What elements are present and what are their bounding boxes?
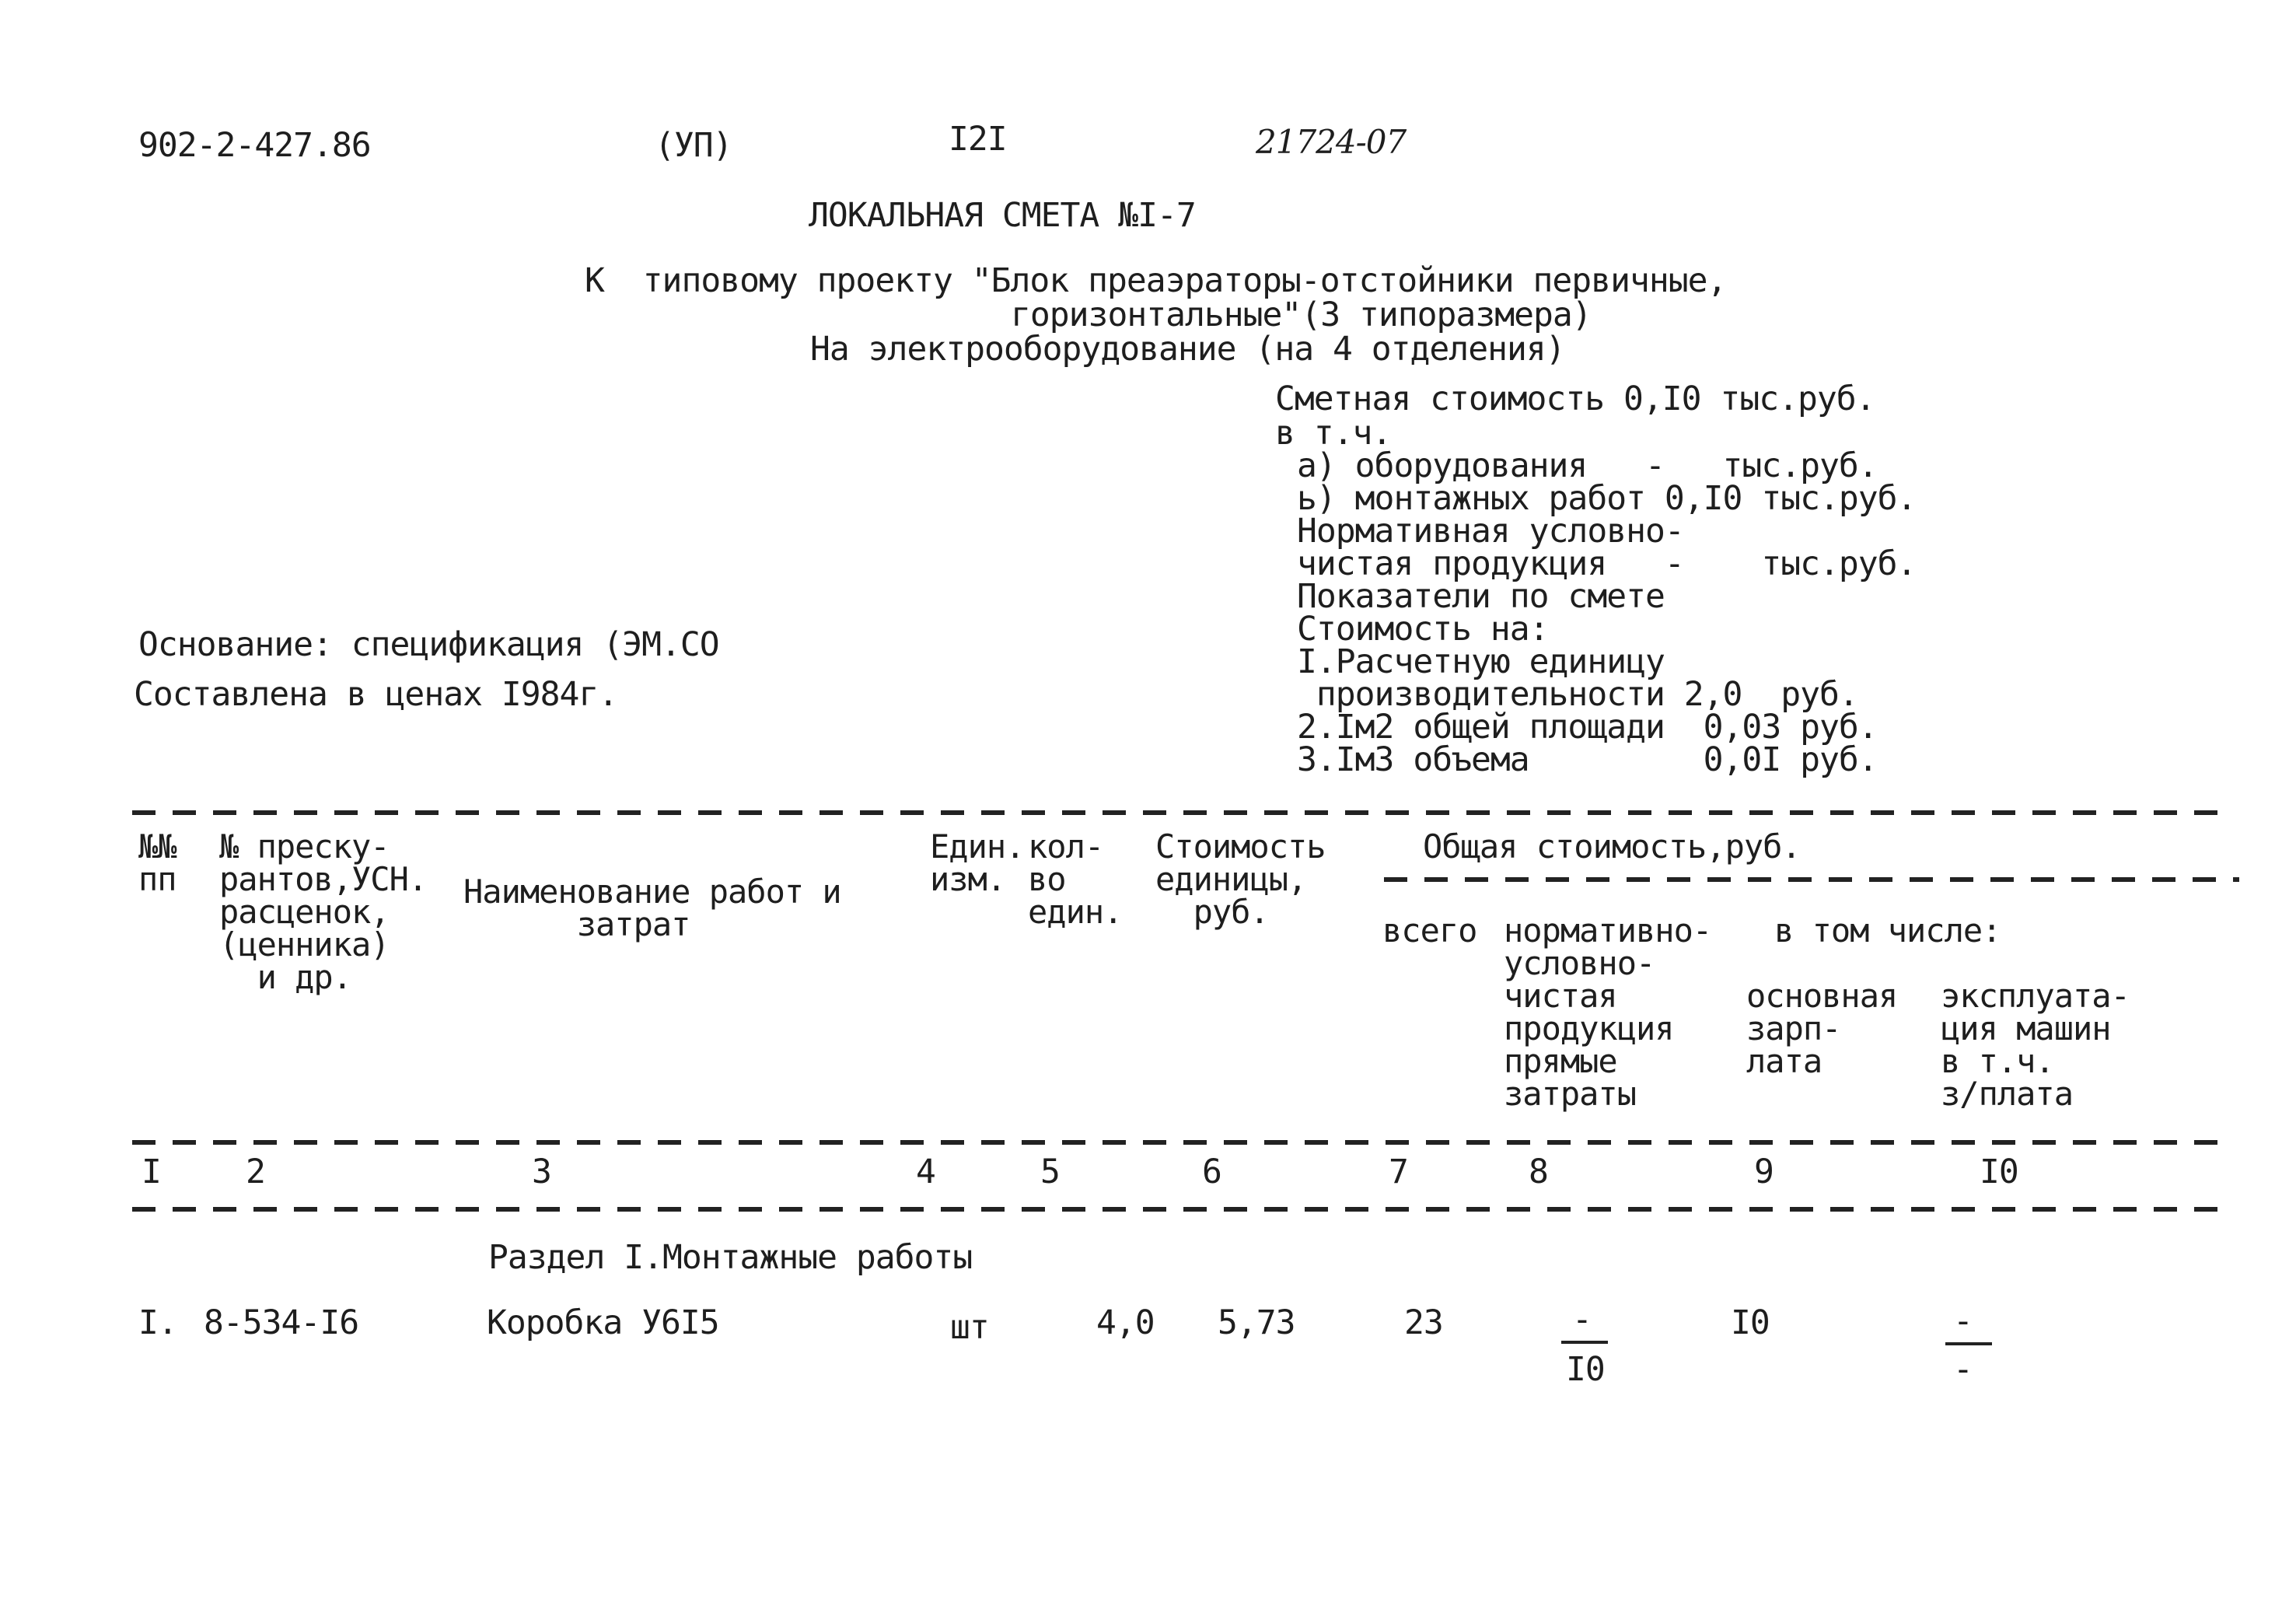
header-col-unit: Един. изм. xyxy=(930,827,1025,898)
summary-line-4: ь) монтажных работ 0,I0 тыс.руб. xyxy=(1297,479,1917,518)
column-number-4: 4 xyxy=(916,1153,935,1191)
header-col-wage: основная зарп- лата xyxy=(1746,977,1898,1080)
header-including: в том числе: xyxy=(1774,911,2001,950)
column-number-6: 6 xyxy=(1202,1153,1221,1191)
section-title: Раздел I.Монтажные работы xyxy=(488,1238,973,1277)
column-number-1: I xyxy=(142,1153,161,1191)
row-work-name: Коробка У6I5 xyxy=(487,1303,719,1342)
document-code: 902-2-427.86 xyxy=(138,126,371,165)
summary-line-1: Сметная стоимость 0,I0 тыс.руб. xyxy=(1275,380,1875,418)
row-wage: I0 xyxy=(1731,1303,1770,1342)
fraction-bar xyxy=(1945,1342,1992,1345)
column-number-10: I0 xyxy=(1980,1153,2018,1191)
project-line-2: горизонтальные"(3 типоразмера) xyxy=(1011,296,1592,334)
column-number-2: 2 xyxy=(246,1153,265,1191)
header-col-name: Наименование работ и затрат xyxy=(463,873,841,943)
column-number-9: 9 xyxy=(1754,1153,1774,1191)
summary-line-3: а) оборудования - тыс.руб. xyxy=(1297,446,1878,485)
summary-line-9: I.Расчетную единицу xyxy=(1297,642,1665,681)
row-machines-bottom: - xyxy=(1953,1350,1973,1389)
column-number-5: 5 xyxy=(1040,1153,1060,1191)
row-unit: шт xyxy=(950,1308,989,1347)
summary-line-12: 3.Iм3 объема 0,0I руб. xyxy=(1297,740,1878,779)
project-line-1: К типовому проекту "Блок преаэраторы-отстойники первичные, xyxy=(585,261,1727,300)
general-cost-rule xyxy=(1384,877,2239,882)
column-number-3: 3 xyxy=(532,1153,551,1191)
row-total: 23 xyxy=(1404,1303,1443,1342)
row-machines-top: - xyxy=(1953,1302,1973,1341)
header-general-cost: Общая стоимость,руб. xyxy=(1423,827,1801,866)
table-top-rule xyxy=(132,810,2231,815)
summary-line-5: Нормативная условно- xyxy=(1297,512,1684,551)
fraction-bar xyxy=(1561,1341,1608,1344)
header-col-price-list: № преску- рантов,УСН. расценок, (ценника) и др. xyxy=(219,827,428,996)
project-line-3: На электрооборудование (на 4 отделения) xyxy=(810,330,1565,369)
column-number-7: 7 xyxy=(1389,1153,1408,1191)
header-bottom-rule xyxy=(132,1140,2231,1145)
album-mark: (УП) xyxy=(655,126,732,165)
summary-line-11: 2.Iм2 общей площади 0,03 руб. xyxy=(1297,708,1878,747)
basis-line: Основание: спецификация (ЭМ.СО xyxy=(138,625,719,664)
header-col-quantity: кол- во един. xyxy=(1028,827,1123,931)
row-number: I. xyxy=(138,1303,177,1342)
prices-year-line: Составлена в ценах I984г. xyxy=(134,675,618,714)
row-normative-bottom: I0 xyxy=(1566,1350,1605,1389)
header-col-unit-cost: Стоимость единицы, руб. xyxy=(1155,827,1326,931)
row-quantity: 4,0 xyxy=(1096,1303,1155,1342)
summary-line-2: в т.ч. xyxy=(1275,414,1392,453)
summary-line-10: производительности 2,0 руб. xyxy=(1297,675,1858,714)
column-number-8: 8 xyxy=(1529,1153,1548,1191)
row-normative-top: - xyxy=(1572,1300,1592,1339)
header-col-total: всего xyxy=(1382,911,1477,950)
row-price-code: 8-534-I6 xyxy=(204,1303,359,1342)
page-number: I2I xyxy=(949,120,1007,159)
header-col-number: №№ пп xyxy=(138,827,176,898)
header-col-normative: нормативно- условно- чистая продукция прямые затраты xyxy=(1504,911,1712,1113)
summary-line-8: Стоимость на: xyxy=(1297,610,1549,649)
header-col-machines: эксплуата- ция машин в т.ч. з/плата xyxy=(1941,977,2130,1113)
summary-line-6: чистая продукция - тыс.руб. xyxy=(1297,544,1917,583)
summary-line-7: Показатели по смете xyxy=(1297,577,1665,616)
handwritten-number: 21724-07 xyxy=(1256,123,1407,161)
column-numbers-rule xyxy=(132,1207,2231,1212)
row-unit-cost: 5,73 xyxy=(1218,1303,1295,1342)
estimate-title: ЛОКАЛЬНАЯ СМЕТА №I-7 xyxy=(809,196,1196,235)
